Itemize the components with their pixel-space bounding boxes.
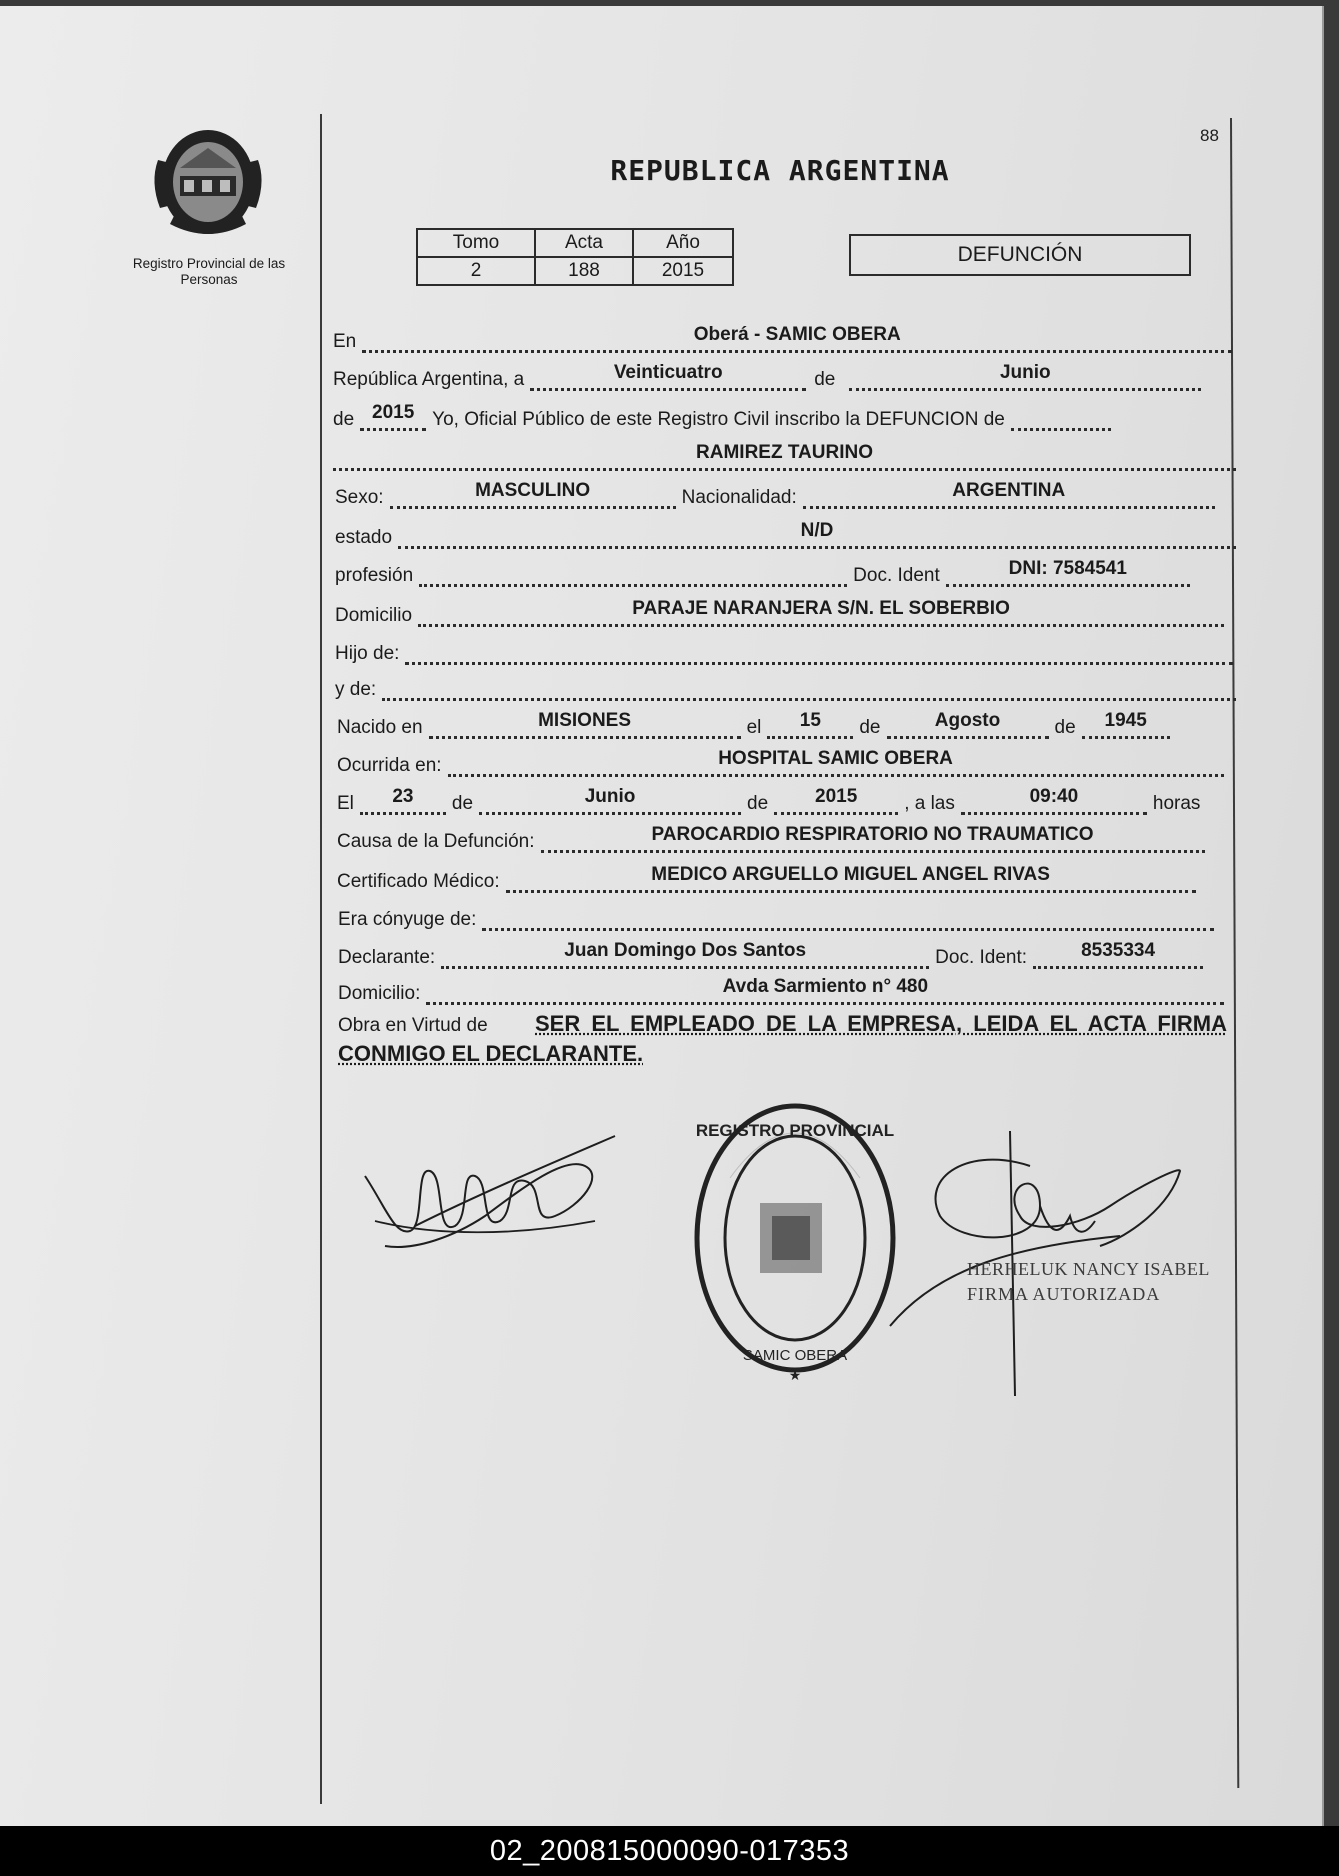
field-def-dia bbox=[360, 786, 446, 815]
signature-stamp-role: FIRMA AUTORIZADA bbox=[967, 1284, 1161, 1304]
field-lugar bbox=[362, 324, 1232, 353]
row-anio-inscripcion bbox=[333, 402, 1117, 431]
field-y-de bbox=[382, 672, 1236, 701]
field-nac-anio bbox=[1082, 710, 1170, 739]
field-def-mes bbox=[479, 786, 741, 815]
label-profesion: profesión bbox=[335, 565, 414, 586]
field-profesion bbox=[419, 558, 847, 587]
value-lugar: Oberá - SAMIC OBERA bbox=[693, 324, 901, 345]
row-nombre bbox=[333, 442, 1242, 471]
signature-stamp-name: HERHELUK NANCY ISABEL bbox=[967, 1259, 1210, 1279]
row-hijo-de bbox=[335, 636, 1239, 665]
value-obra-line2: CONMIGO EL DECLARANTE. bbox=[338, 1041, 644, 1066]
field-doc-ident bbox=[946, 558, 1190, 587]
seal-ring-text: REGISTRO PROVINCIAL bbox=[695, 1121, 895, 1140]
row-y-de bbox=[335, 672, 1242, 701]
value-def-dia: 23 bbox=[392, 786, 414, 807]
field-yo-blank bbox=[1011, 402, 1111, 431]
acta-value: 188 bbox=[535, 257, 633, 285]
field-nac-mes bbox=[887, 710, 1049, 739]
value-causa: PAROCARDIO RESPIRATORIO NO TRAUMATICO bbox=[651, 824, 1094, 845]
value-estado: N/D bbox=[800, 520, 834, 541]
declarant-signature bbox=[355, 1126, 625, 1266]
row-ocurrida-en bbox=[337, 748, 1230, 777]
row-causa bbox=[337, 824, 1211, 853]
field-nac-dia bbox=[767, 710, 853, 739]
field-def-hora bbox=[961, 786, 1147, 815]
label-conyuge: Era cónyuge de: bbox=[338, 909, 477, 930]
value-sexo: MASCULINO bbox=[475, 480, 591, 501]
field-certificado bbox=[506, 864, 1196, 893]
label-domicilio-declarante: Domicilio: bbox=[338, 983, 421, 1004]
value-dia-letras: Veinticuatro bbox=[613, 362, 723, 383]
value-declarante: Juan Domingo Dos Santos bbox=[564, 940, 807, 961]
row-estado bbox=[335, 520, 1242, 549]
value-nac-dia: 15 bbox=[799, 710, 821, 731]
label-causa: Causa de la Defunción: bbox=[337, 831, 535, 852]
acta-header: Acta bbox=[535, 229, 633, 257]
tomo-value: 2 bbox=[417, 257, 535, 285]
field-sexo bbox=[390, 480, 676, 509]
field-nombre bbox=[333, 442, 1236, 471]
field-mes bbox=[849, 362, 1201, 391]
label-nacido-en: Nacido en bbox=[337, 717, 423, 738]
misiones-province-logo bbox=[150, 120, 266, 244]
field-ocurrida-en bbox=[448, 748, 1224, 777]
document-id-footer: 02_200815000090-017353 bbox=[0, 1826, 1339, 1876]
anio-header: Año bbox=[633, 229, 733, 257]
field-dia-letras bbox=[530, 362, 806, 391]
anio-value: 2015 bbox=[633, 257, 733, 285]
right-margin-line bbox=[1230, 118, 1239, 1788]
field-declarante-domicilio bbox=[426, 976, 1224, 1005]
value-declarante-doc: 8535334 bbox=[1081, 940, 1156, 961]
label-declarante: Declarante: bbox=[338, 947, 436, 968]
svg-text:★: ★ bbox=[788, 1367, 802, 1383]
label-republica: República Argentina, a bbox=[333, 369, 525, 390]
field-anio bbox=[360, 402, 426, 431]
label-y-de: y de: bbox=[335, 679, 377, 700]
field-declarante-doc bbox=[1033, 940, 1203, 969]
field-hijo-de bbox=[405, 636, 1233, 665]
label-hijo-de: Hijo de: bbox=[335, 643, 400, 664]
page-number: 88 bbox=[1200, 126, 1219, 145]
certificate-sheet bbox=[0, 6, 1324, 1826]
field-conyuge bbox=[482, 902, 1214, 931]
field-nacido-en bbox=[429, 710, 741, 739]
act-type-box: DEFUNCIÓN bbox=[849, 234, 1191, 276]
value-mes: Junio bbox=[999, 362, 1051, 383]
row-lugar bbox=[333, 324, 1238, 353]
value-nac-mes: Agosto bbox=[934, 710, 1001, 731]
value-def-hora: 09:40 bbox=[1029, 786, 1079, 807]
value-nombre: RAMIREZ TAURINO bbox=[696, 442, 873, 463]
tomo-header: Tomo bbox=[417, 229, 535, 257]
label-ocurrida-en: Ocurrida en: bbox=[337, 755, 442, 776]
field-declarante bbox=[441, 940, 929, 969]
label-de-6: de bbox=[747, 793, 769, 814]
label-doc-ident-declarante: Doc. Ident: bbox=[935, 947, 1028, 968]
label-a-las: , a las bbox=[904, 793, 955, 814]
value-def-mes: Junio bbox=[584, 786, 636, 807]
row-domicilio bbox=[335, 598, 1230, 627]
label-el-cap: El bbox=[337, 793, 354, 814]
label-de-5: de bbox=[451, 793, 474, 814]
value-doc-ident: DNI: 7584541 bbox=[1008, 558, 1127, 579]
value-declarante-domicilio: Avda Sarmiento n° 480 bbox=[722, 976, 929, 997]
row-sexo bbox=[335, 480, 1221, 509]
label-el: el bbox=[746, 717, 762, 738]
row-profesion bbox=[335, 558, 1196, 587]
value-domicilio: PARAJE NARANJERA S/N. EL SOBERBIO bbox=[632, 598, 1010, 619]
value-obra-line1: SER EL EMPLEADO DE LA EMPRESA, LEIDA EL ACTA FIRMA bbox=[535, 1011, 1228, 1036]
label-obra: Obra en Virtud de bbox=[338, 1015, 488, 1036]
record-table bbox=[416, 228, 734, 286]
label-en: En bbox=[333, 331, 357, 352]
label-nacionalidad: Nacionalidad: bbox=[681, 487, 797, 508]
label-de-3: de bbox=[859, 717, 881, 738]
value-nacionalidad: ARGENTINA bbox=[952, 480, 1066, 501]
field-estado bbox=[398, 520, 1236, 549]
field-def-anio bbox=[774, 786, 898, 815]
page-title: REPUBLICA ARGENTINA bbox=[610, 154, 950, 187]
value-anio: 2015 bbox=[372, 402, 415, 423]
value-certificado: MEDICO ARGUELLO MIGUEL ANGEL RIVAS bbox=[651, 864, 1050, 885]
row-fecha-inscripcion bbox=[333, 362, 1207, 391]
registry-caption: Registro Provincial de las Personas bbox=[132, 256, 286, 287]
field-causa bbox=[541, 824, 1205, 853]
label-sexo: Sexo: bbox=[335, 487, 384, 508]
row-nacimiento bbox=[337, 710, 1176, 739]
label-certificado: Certificado Médico: bbox=[337, 871, 500, 892]
value-ocurrida-en: HOSPITAL SAMIC OBERA bbox=[718, 748, 953, 769]
field-domicilio bbox=[418, 598, 1224, 627]
row-fecha-defuncion bbox=[337, 786, 1206, 815]
label-yo-oficial: Yo, Oficial Público de este Registro Civil inscribo la DEFUNCION de bbox=[432, 409, 1005, 430]
seal-inner-text: SAMIC OBERA bbox=[742, 1347, 848, 1364]
left-margin-line bbox=[320, 114, 322, 1804]
value-nac-anio: 1945 bbox=[1104, 710, 1147, 731]
label-domicilio: Domicilio bbox=[335, 605, 413, 626]
row-certificado bbox=[337, 864, 1202, 893]
label-de-1: de bbox=[814, 369, 836, 390]
value-nacido-en: MISIONES bbox=[538, 710, 632, 731]
field-nacionalidad bbox=[803, 480, 1215, 509]
row-declarante bbox=[338, 940, 1209, 969]
label-doc-ident: Doc. Ident bbox=[853, 565, 940, 586]
label-estado: estado bbox=[335, 527, 393, 548]
value-def-anio: 2015 bbox=[815, 786, 858, 807]
row-declarante-domicilio bbox=[338, 976, 1230, 1005]
label-de-4: de bbox=[1054, 717, 1076, 738]
official-seal bbox=[690, 1098, 900, 1388]
row-conyuge bbox=[338, 902, 1220, 931]
label-horas: horas bbox=[1152, 793, 1201, 814]
label-de-2: de bbox=[333, 409, 355, 430]
